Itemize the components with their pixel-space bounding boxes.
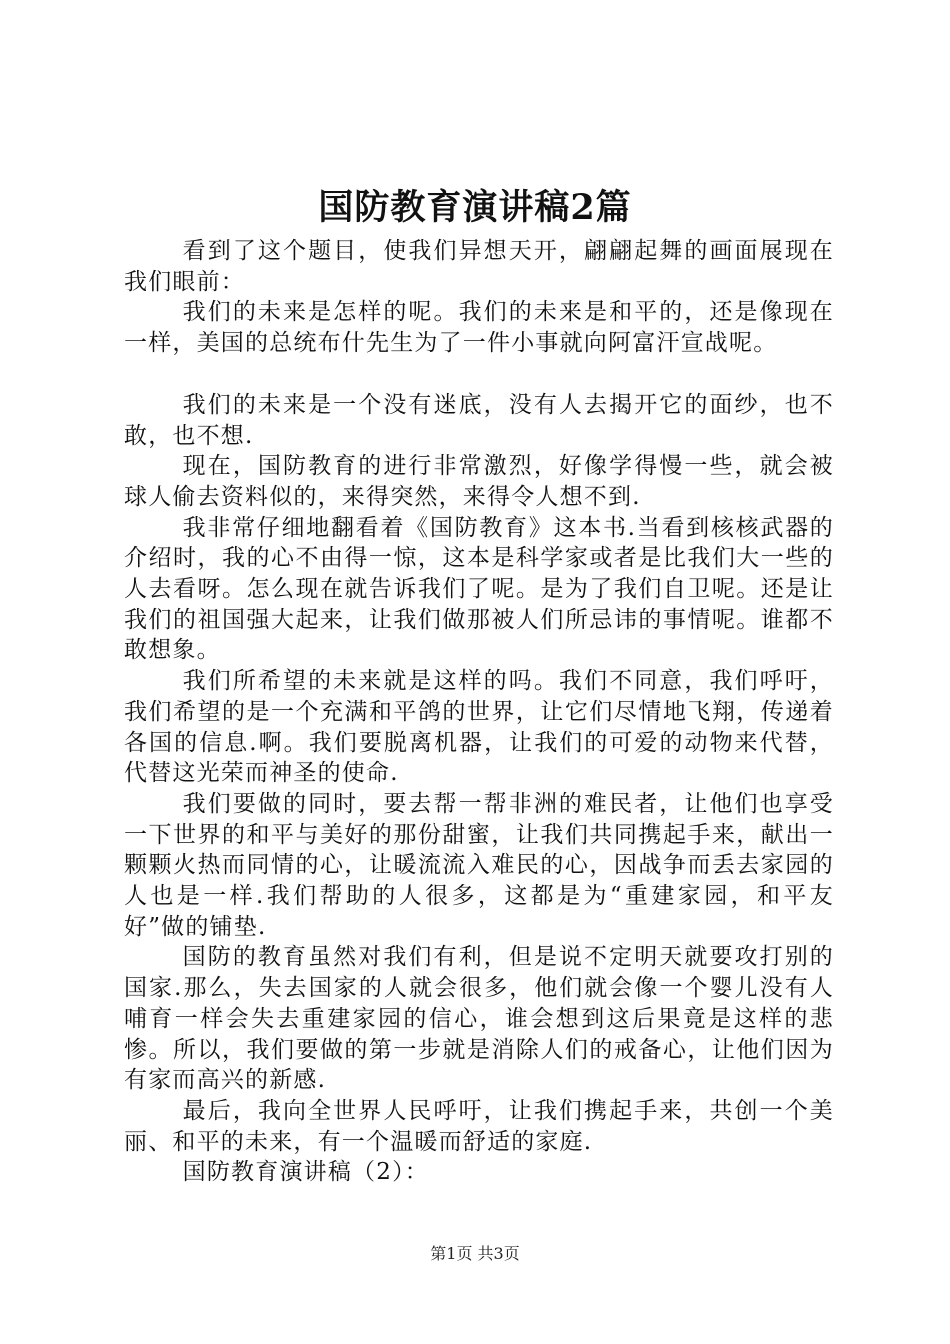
blank-line	[124, 359, 834, 390]
paragraph-9: 最后，我向全世界人民呼吁，让我们携起手来，共创一个美丽、和平的未来，有一个温暖而舒适的家庭.	[124, 1097, 834, 1155]
paragraph-7: 我们要做的同时，要去帮一帮非洲的难民者，让他们也享受一下世界的和平与美好的那份甜蜜，让我们共同携起手来，献出一颗颗火热而同情的心，让暖流流入难民的心，因战争而丢去家园的人也是一样.我们帮助的人很多，这都是为“重建家园，和平友好”做的铺垫.	[124, 790, 834, 940]
document-body	[124, 236, 834, 1188]
document-title: 国防教育演讲稿2篇	[318, 187, 632, 228]
paragraph-1: 看到了这个题目，使我们异想天开，翩翩起舞的画面展现在我们眼前：	[124, 238, 834, 295]
paragraph-3: 我们的未来是一个没有迷底，没有人去揭开它的面纱，也不敢，也不想.	[124, 391, 834, 449]
paragraph-8: 国防的教育虽然对我们有利，但是说不定明天就要攻打别的国家.那么，失去国家的人就会很多，他们就会像一个婴儿没有人哺育一样会失去重建家园的信心，谁会想到这后果竟是这样的悲惨。所以，我们要做的第一步就是消除人们的戒备心，让他们因为有家而高兴的新感.	[124, 944, 834, 1094]
paragraph-4: 现在，国防教育的进行非常激烈，好像学得慢一些，就会被球人偷去资料似的，来得突然，来得令人想不到.	[124, 453, 834, 510]
paragraph-6: 我们所希望的未来就是这样的吗。我们不同意，我们呼吁，我们希望的是一个充满和平鸽的世界，让它们尽情地飞翔，传递着各国的信息.啊。我们要脱离机器，让我们的可爱的动物来代替，代替这光荣而神圣的使命.	[124, 668, 834, 787]
page-footer: 第1页 共3页	[430, 1244, 520, 1263]
paragraph-10: 国防教育演讲稿（2）：	[182, 1159, 429, 1186]
paragraph-5: 我非常仔细地翻看着《国防教育》这本书.当看到核核武器的介绍时，我的心不由得一惊，这本是科学家或者是比我们大一些的人去看呀。怎么现在就告诉我们了呢。是为了我们自卫呢。还是让我们的祖国强大起来，让我们做那被人们所忌讳的事情呢。谁都不敢想象。	[124, 514, 834, 664]
paragraph-2: 我们的未来是怎样的呢。我们的未来是和平的，还是像现在一样，美国的总统布什先生为了一件小事就向阿富汗宣战呢。	[124, 299, 834, 357]
